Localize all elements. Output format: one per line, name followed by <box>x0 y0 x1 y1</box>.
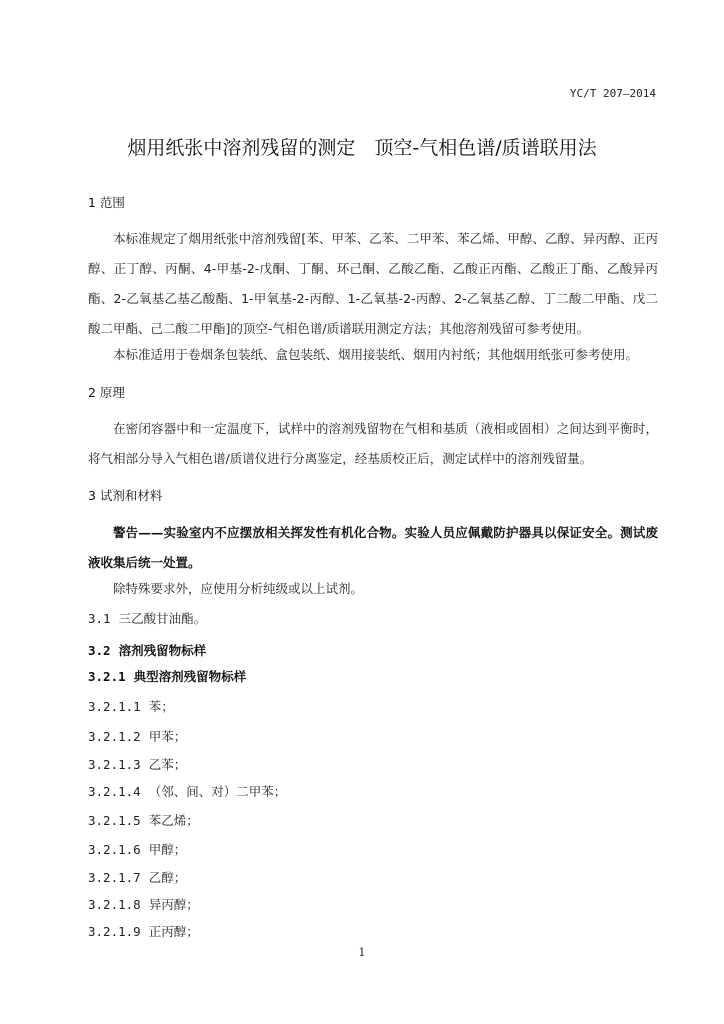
item-text: （邻、间、对）二甲苯； <box>148 784 287 799</box>
list-item <box>88 609 206 627</box>
item-text: 溶剂残留物标样 <box>118 643 207 658</box>
list-item <box>88 782 286 800</box>
item-number: 3.2.1.6 <box>88 842 141 857</box>
list-item <box>88 895 199 913</box>
list-item <box>88 697 174 715</box>
item-text: 苯乙烯； <box>148 813 199 828</box>
item-number: 3.2.1.3 <box>88 757 141 772</box>
reagent-grade-note: 除特殊要求外，应使用分析纯级或以上试剂。 <box>113 581 364 596</box>
item-text: 典型溶剂残留物标样 <box>133 669 247 684</box>
section-2-paragraph-principle: 在密闭容器中和一定温度下，试样中的溶剂残留物在气相和基质（液相或固相）之间达到平衡时，将气相部分导入气相色谱/质谱仪进行分离鉴定，经基质校正后，测定试样中的溶剂残留量。 <box>88 421 658 466</box>
list-item <box>88 922 199 940</box>
list-item <box>88 840 186 858</box>
item-text: 苯； <box>148 699 174 714</box>
list-item <box>88 641 206 659</box>
safety-warning: 警告——实验室内不应摆放相关挥发性有机化合物。实验人员应佩戴防护器具以保证安全。测试废液收集后统一处置。 <box>88 525 658 570</box>
item-text: 甲苯； <box>148 729 187 744</box>
item-number: 3.2.1.9 <box>88 924 141 939</box>
item-number: 3.2.1.4 <box>88 784 141 799</box>
list-item <box>88 868 186 886</box>
page-number: 1 <box>358 946 366 959</box>
item-text: 异丙醇； <box>148 897 199 912</box>
section-2-heading: 2 原理 <box>88 385 125 400</box>
section-1-paragraph-scope: 本标准规定了烟用纸张中溶剂残留[苯、甲苯、乙苯、二甲苯、苯乙烯、甲醇、乙醇、异丙醇、正丙醇、正丁醇、丙酮、4-甲基-2-戊酮、丁酮、环己酮、乙酸乙酯、乙酸正丙酯、乙酸正丁酯、乙酸异丙酯、2-乙氧基乙基乙酸酯、1-甲氧基-2-丙醇、1-乙氧基-2-丙醇、2-乙氧基乙醇、丁二酸二甲酯、戊二酸二甲酯、己二酸二甲酯]的顶空-气相色谱/质谱联用测定方法；其他溶剂残留可参考使用。 <box>88 231 658 336</box>
item-text: 正丙醇； <box>148 924 199 939</box>
list-item <box>88 667 246 685</box>
item-number: 3.2.1.7 <box>88 870 141 885</box>
list-item <box>88 727 186 745</box>
item-text: 甲醇； <box>148 842 187 857</box>
item-number: 3.2.1.2 <box>88 729 141 744</box>
section-3-heading: 3 试剂和材料 <box>88 488 163 503</box>
list-item <box>88 755 186 773</box>
item-number: 3.1 <box>88 611 111 626</box>
item-number: 3.2.1 <box>88 669 126 684</box>
section-1-heading: 1 范围 <box>88 195 125 210</box>
standard-number: YC/T 207—2014 <box>569 87 656 100</box>
section-1-paragraph-applicability: 本标准适用于卷烟条包装纸、盒包装纸、烟用接装纸、烟用内衬纸；其他烟用纸张可参考使用。 <box>113 347 639 362</box>
list-item <box>88 811 199 829</box>
item-text: 乙苯； <box>148 757 187 772</box>
item-text: 三乙酸甘油酯。 <box>118 611 207 626</box>
item-text: 乙醇； <box>148 870 187 885</box>
item-number: 3.2.1.8 <box>88 897 141 912</box>
document-title: 烟用纸张中溶剂残留的测定 顶空-气相色谱/质谱联用法 <box>127 137 597 159</box>
item-number: 3.2.1.5 <box>88 813 141 828</box>
item-number: 3.2 <box>88 643 111 658</box>
item-number: 3.2.1.1 <box>88 699 141 714</box>
